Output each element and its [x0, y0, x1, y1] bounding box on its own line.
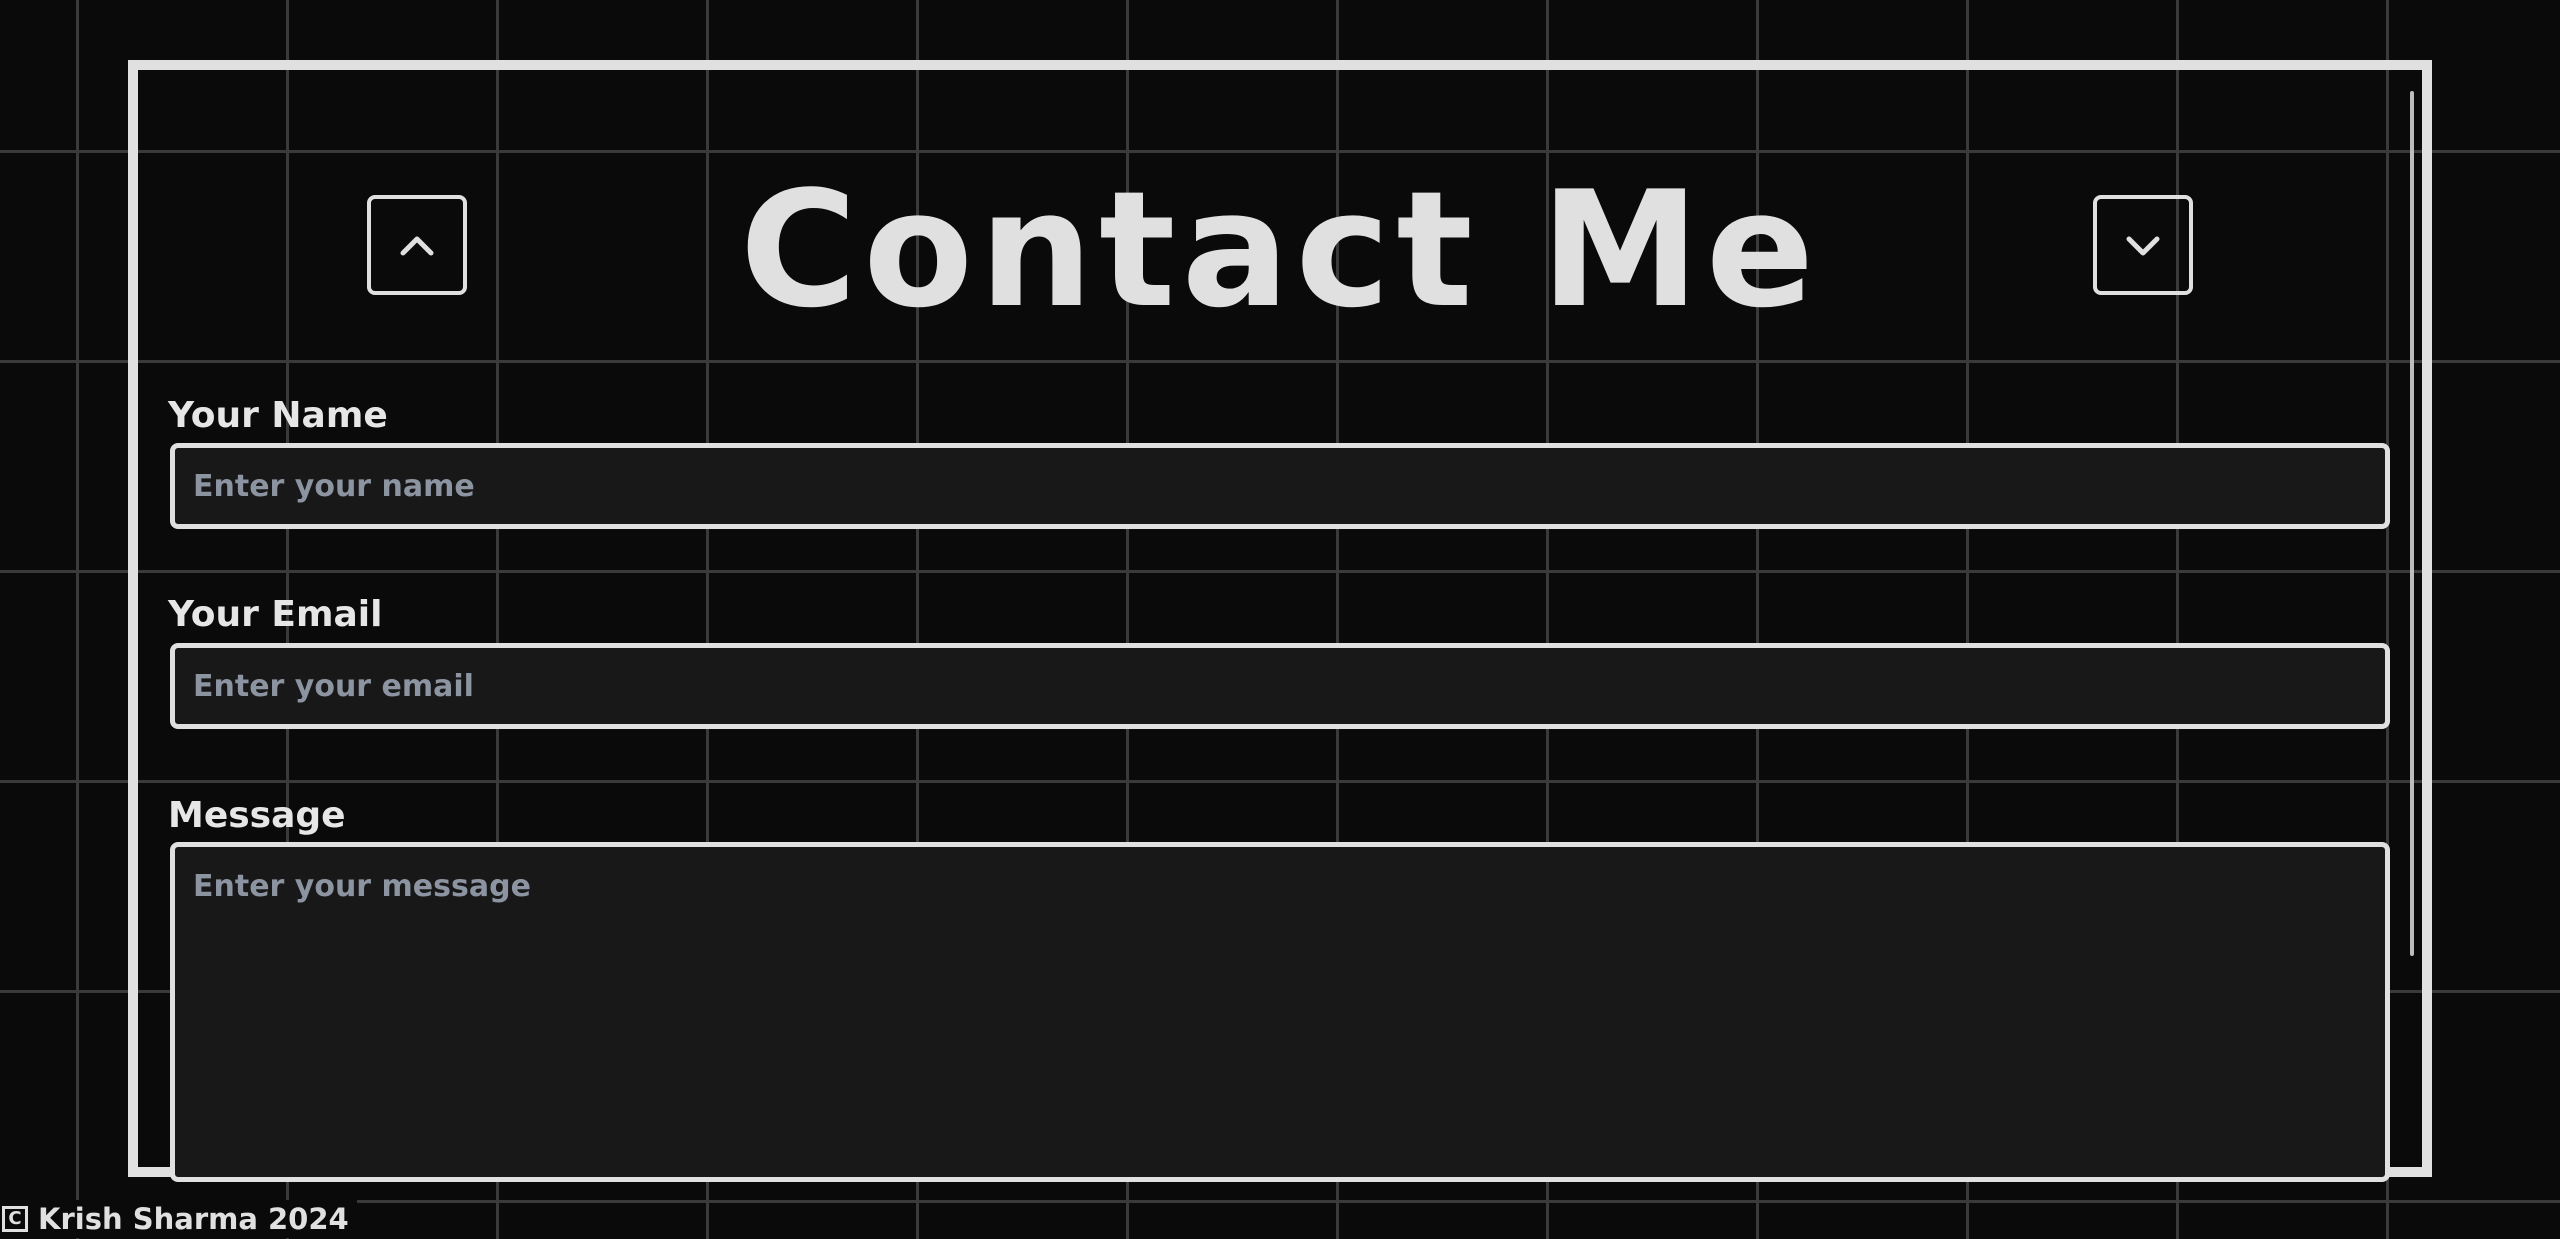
copyright-icon: C — [2, 1206, 28, 1232]
name-label: Your Name — [168, 395, 388, 436]
email-input[interactable] — [170, 643, 2390, 729]
chevron-down-icon — [2121, 223, 2165, 267]
scroll-down-button[interactable] — [2093, 195, 2193, 295]
email-label: Your Email — [168, 594, 383, 635]
name-input[interactable] — [170, 443, 2390, 529]
footer — [0, 1200, 357, 1238]
page-title: Contact Me — [739, 156, 1821, 343]
footer-text: Krish Sharma 2024 — [38, 1202, 349, 1236]
message-textarea[interactable] — [170, 842, 2390, 1182]
message-label: Message — [168, 795, 346, 836]
